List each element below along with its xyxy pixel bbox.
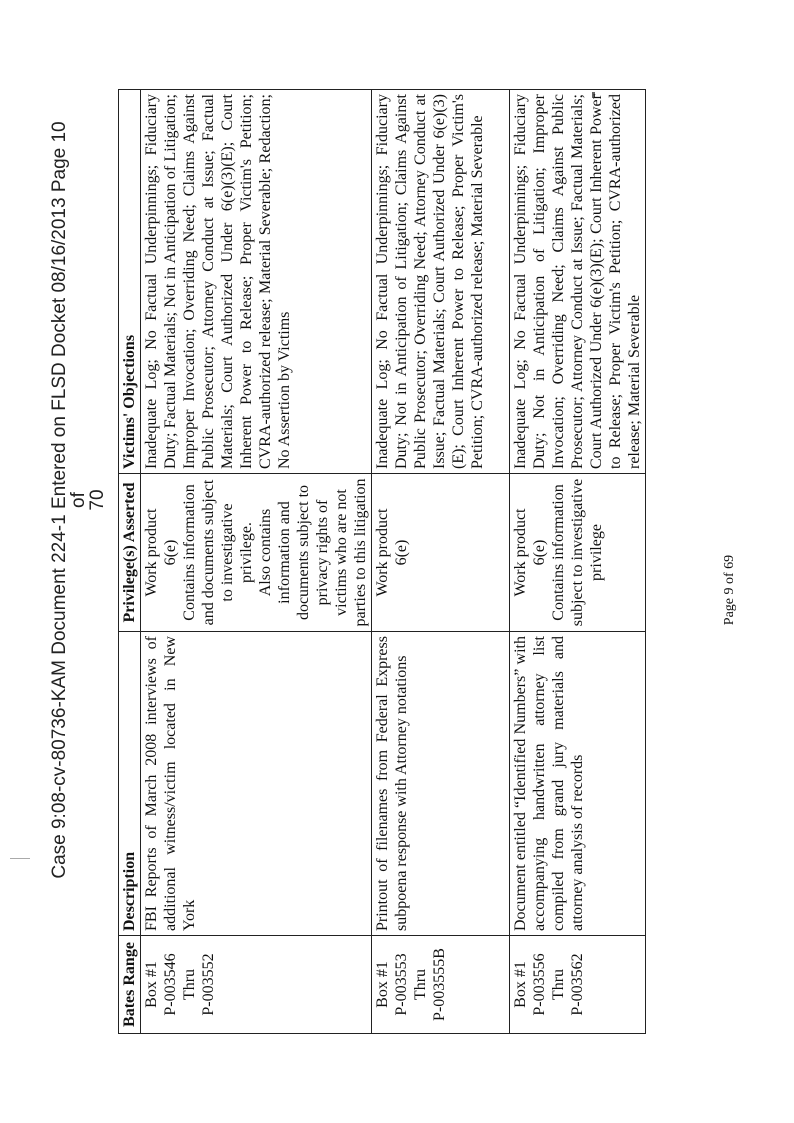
privilege-item: 6(e) [393, 539, 410, 566]
bates-thru: Thru [412, 968, 429, 1001]
header-description: Description [119, 632, 141, 936]
table-header-row [119, 90, 141, 1034]
privilege-item: 6(e) [162, 539, 179, 566]
bates-thru: Thru [550, 968, 567, 1001]
bates-box: Box #1 [143, 961, 160, 1008]
table-row [510, 90, 646, 1034]
description-cell: FBI Reports of March 2008 interviews of additional witness/victim located in New York [141, 632, 372, 936]
privilege-item: 6(e) [531, 539, 548, 566]
privilege-item: Work product [374, 508, 391, 597]
description-cell: Printout of filenames from Federal Express subpoena response with Attorney notations [372, 632, 510, 936]
bates-cell [141, 936, 372, 1034]
bates-cell [372, 936, 510, 1034]
court-header [49, 120, 108, 880]
privilege-item: Also contains information and documents subject to privacy rights of victims who are not parties to this litigation [257, 478, 369, 627]
header-victims-objections: Victims' Objections [119, 90, 141, 474]
privilege-cell [372, 474, 510, 632]
bates-start: P-003553 [393, 953, 410, 1016]
header-bates-range: Bates Range [119, 936, 141, 1034]
bates-end: P-003552 [200, 953, 217, 1016]
description-cell: Document entitled “Identified Numbers” with accompanying handwritten attorney list compiled from grand jury materials and attorney analysis of records [510, 632, 646, 936]
privilege-log-table [118, 89, 646, 1034]
privilege-item: Contains information and documents subject to investigative privilege. [181, 479, 255, 626]
privilege-cell [141, 474, 372, 632]
objections-cell: Inadequate Log; No Factual Underpinnings; Fiduciary Duty; Not in Anticipation of Litigation; Improper Invocation; Overriding Need; Claims Against Public Prosecutor; Attorney Conduct at Issue; Factual Materials; Court Authorized Under 6(e)(3)(E); Court Inherent Power to Release; Proper Victim's Petition; CVRA-authorized release; Material Severable [510, 90, 646, 474]
header-line-2: 70 [87, 489, 108, 511]
bates-end: P-003555B [431, 948, 448, 1021]
bates-cell [510, 936, 646, 1034]
table-row [141, 90, 372, 1034]
privilege-log-table-region [118, 90, 643, 1034]
objections-cell: Inadequate Log; No Factual Underpinnings; Fiduciary Duty; Not in Anticipation of Litigation; Claims Against Public Prosecutor; Overriding Need; Attorney Conduct at Issue; Factual Materials; Court Authorized Under 6(e)(3)(E); Court Inherent Power to Release; Proper Victim's Petition; CVRA-authorized release; Material Severable [372, 90, 510, 474]
privilege-item: Contains information subject to investigative privilege [550, 478, 605, 627]
bates-thru: Thru [181, 968, 198, 1001]
privilege-item: Work product [512, 508, 529, 597]
page-number: Page 9 of 69 [722, 554, 737, 626]
header-line-1: Case 9:08-cv-80736-KAM Document 224-1 Entered on FLSD Docket 08/16/2013 Page 10 of [49, 121, 89, 879]
bates-start: P-003556 [531, 953, 548, 1016]
bates-box: Box #1 [512, 961, 529, 1008]
page-footer [722, 520, 742, 660]
bates-box: Box #1 [374, 961, 391, 1008]
header-privilege-asserted: Privilege(s) Asserted [119, 474, 141, 632]
bates-end: P-003562 [569, 953, 586, 1016]
margin-mark [10, 858, 30, 859]
privilege-cell [510, 474, 646, 632]
bates-start: P-003546 [162, 953, 179, 1016]
table-row [372, 90, 510, 1034]
objections-cell: Inadequate Log; No Factual Underpinnings; Fiduciary Duty; Factual Materials; Not in Anticipation of Litigation; Improper Invocation; Overriding Need; Claims Against Public Prosecutor; Attorney Conduct at Issue; Factual Materials; Court Authorized Under 6(e)(3)(E); Court Inherent Power to Release; Proper Victim's Petition; CVRA-authorized release; Material Severable; Redaction; No Assertion by Victims [141, 90, 372, 474]
privilege-item: Work product [143, 508, 160, 597]
